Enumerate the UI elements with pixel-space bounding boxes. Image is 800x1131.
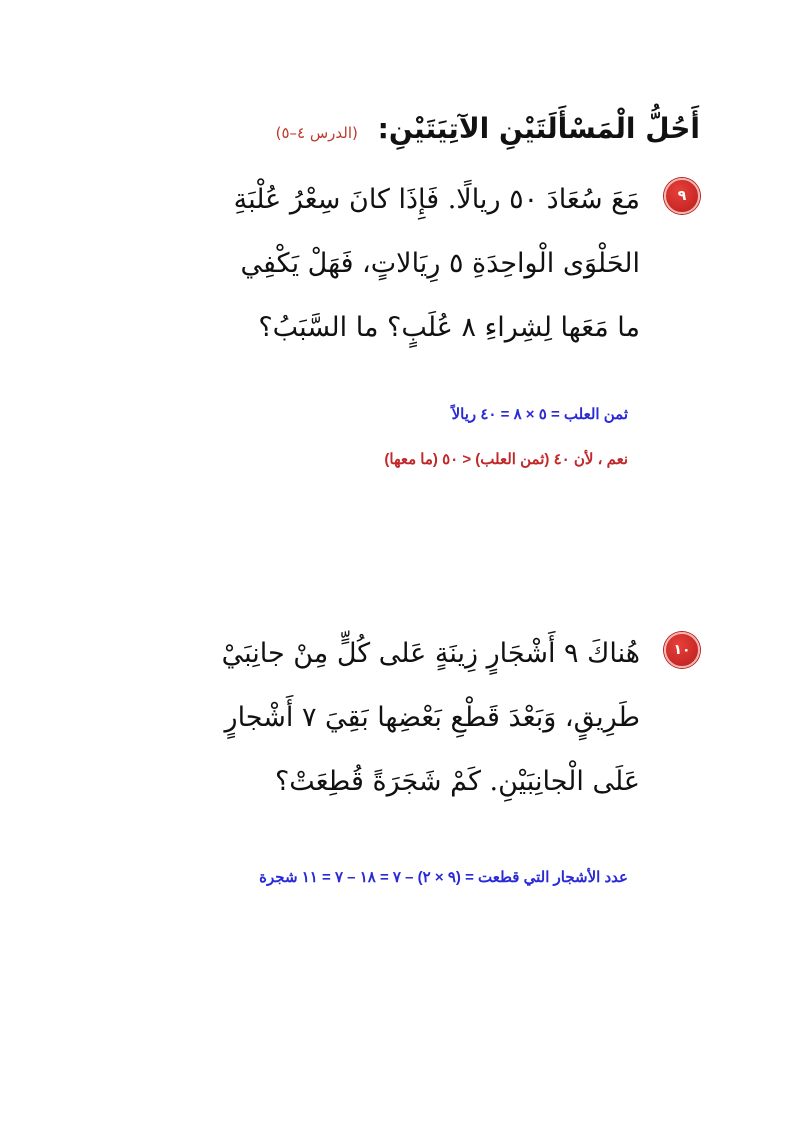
problem-line: الحَلْوَى الْواحِدَةِ ٥ رِيَالاتٍ، فَهَلْ يَكْفِي xyxy=(240,248,640,279)
exercise-heading xyxy=(276,112,700,145)
heading-title: أَحُلُّ الْمَسْأَلَتَيْنِ الآتِيَتَيْنِ: xyxy=(377,112,700,145)
problem-line: طَرِيقٍ، وَبَعْدَ قَطْعِ بَعْضِها بَقِيَ ٧ أَشْجارٍ xyxy=(224,702,640,733)
problem-10 xyxy=(170,622,700,814)
answer-trees-line: عدد الأشجار التي قطعت = (٩ × ٢) – ٧ = ١٨ – ٧ = ١١ شجرة xyxy=(259,869,628,886)
problem-number-badge: ١٠ xyxy=(664,632,700,668)
problem-text xyxy=(170,622,640,814)
lesson-reference: (الدرس ٤–٥) xyxy=(275,124,358,142)
problem-9 xyxy=(170,168,700,360)
problem-number-badge: ٩ xyxy=(664,178,700,214)
problem-line: هُناكَ ٩ أَشْجَارٍ زِينَةٍ عَلى كُلٍّ مِنْ جانِبَيْ xyxy=(221,638,640,669)
problem-text xyxy=(170,168,640,360)
answer-reason-line: نعم ، لأن ٤٠ (ثمن العلب) < ٥٠ (ما معها) xyxy=(384,451,628,468)
problem-line: عَلَى الْجانِبَيْنِ. كَمْ شَجَرَةً قُطِعَتْ؟ xyxy=(274,766,640,797)
problem-line: مَعَ سُعَادَ ٥٠ ريالًا. فَإِذَا كانَ سِعْرُ عُلْبَةِ xyxy=(233,184,640,215)
problem-line: ما مَعَها لِشِراءِ ٨ عُلَبٍ؟ ما السَّبَبُ؟ xyxy=(258,312,640,343)
answer-cost-line: ثمن العلب = ٥ × ٨ = ٤٠ ريالاً xyxy=(451,406,628,423)
